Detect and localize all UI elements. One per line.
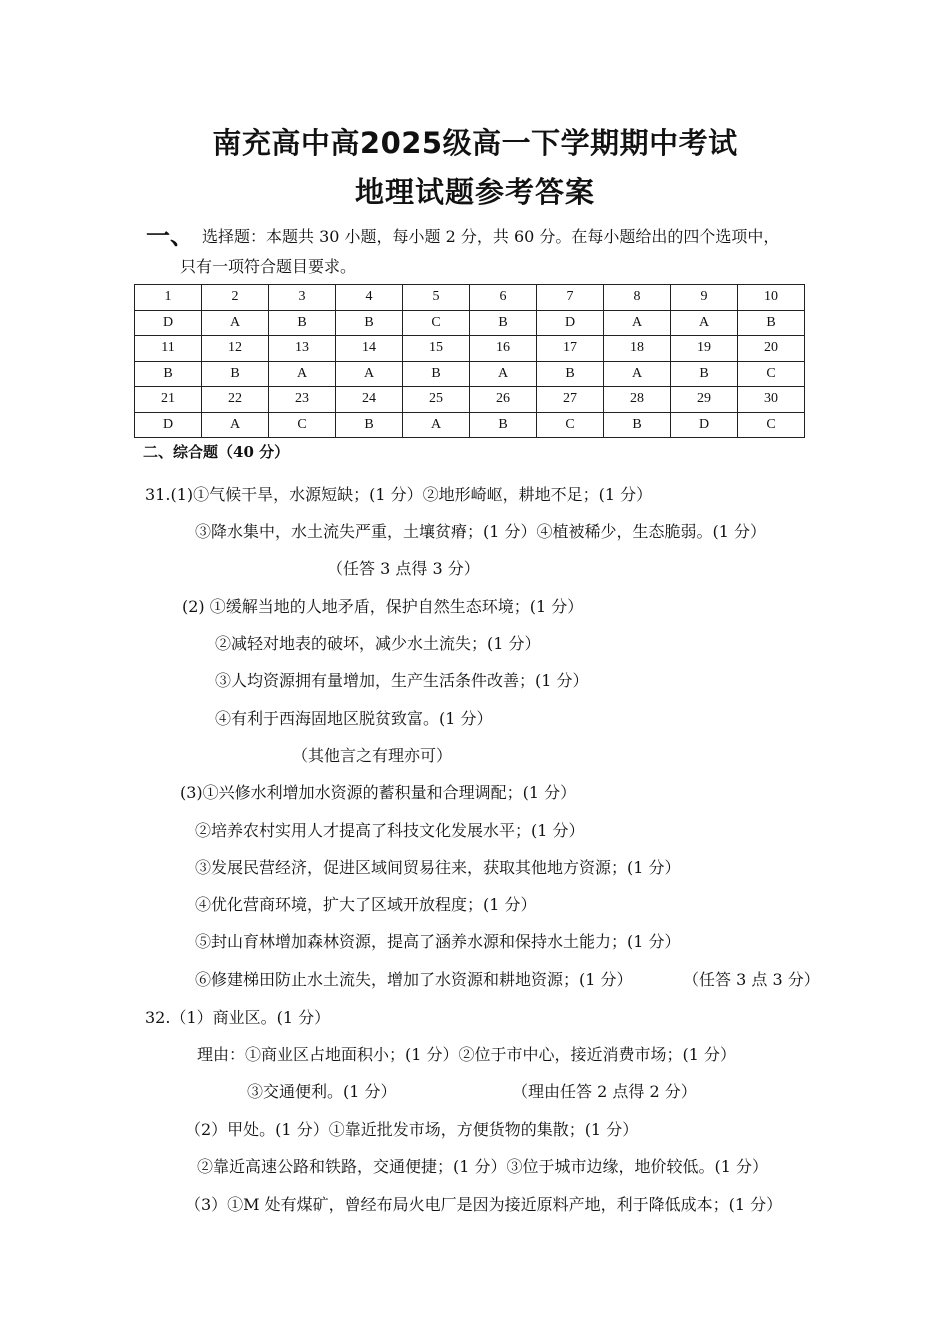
- answer-cell: B: [671, 361, 738, 387]
- q32-part1-line1: 32.（1）商业区。(1 分）: [145, 1008, 331, 1027]
- answer-table-row: [135, 285, 805, 311]
- question-number-cell: 19: [671, 336, 738, 362]
- question-number-cell: 20: [738, 336, 805, 362]
- q31-part2-line4: ④有利于西海固地区脱贫致富。(1 分）: [215, 709, 493, 728]
- q32-part1-line2: 理由：①商业区占地面积小；(1 分）②位于市中心，接近消费市场；(1 分）: [197, 1045, 737, 1064]
- q31-part3-line5: ⑤封山育林增加森林资源，提高了涵养水源和保持水土能力；(1 分）: [195, 932, 681, 951]
- answer-cell: A: [604, 361, 671, 387]
- question-number-cell: 7: [537, 285, 604, 311]
- q32-part1-note: （理由任答 2 点得 2 分）: [512, 1082, 697, 1101]
- answer-cell: B: [336, 412, 403, 438]
- answer-cell: D: [135, 310, 202, 336]
- document-subtitle: 地理试题参考答案: [354, 175, 595, 209]
- answer-cell: B: [738, 310, 805, 336]
- question-number-cell: 3: [269, 285, 336, 311]
- question-number-cell: 12: [202, 336, 269, 362]
- answer-cell: B: [537, 361, 604, 387]
- q31-part2-line1: (2) ①缓解当地的人地矛盾，保护自然生态环境；(1 分）: [182, 597, 584, 616]
- answer-cell: B: [604, 412, 671, 438]
- section1-instructions: 选择题：本题共 30 小题，每小题 2 分，共 60 分。在每小题给出的四个选项中，: [202, 227, 780, 246]
- answer-cell: D: [135, 412, 202, 438]
- answer-table-row: [135, 387, 805, 413]
- question-number-cell: 30: [738, 387, 805, 413]
- q31-part3-line6: ⑥修建梯田防止水土流失，增加了水资源和耕地资源；(1 分）: [195, 970, 633, 989]
- q31-part2-note: （其他言之有理亦可）: [292, 746, 453, 765]
- answer-cell: A: [604, 310, 671, 336]
- question-number-cell: 10: [738, 285, 805, 311]
- answer-cell: A: [202, 412, 269, 438]
- answer-cell: D: [671, 412, 738, 438]
- q31-part3-line4: ④优化营商环境，扩大了区域开放程度；(1 分）: [195, 895, 537, 914]
- q31-part3-note: （任答 3 点 3 分）: [683, 970, 820, 989]
- answer-cell: B: [470, 412, 537, 438]
- question-number-cell: 1: [135, 285, 202, 311]
- question-number-cell: 21: [135, 387, 202, 413]
- answer-cell: A: [470, 361, 537, 387]
- answer-cell: A: [336, 361, 403, 387]
- q31-part1-line1: 31.(1)①气候干旱，水源短缺；(1 分）②地形崎岖，耕地不足；(1 分）: [145, 485, 653, 504]
- question-number-cell: 23: [269, 387, 336, 413]
- question-number-cell: 22: [202, 387, 269, 413]
- answer-cell: B: [470, 310, 537, 336]
- question-number-cell: 13: [269, 336, 336, 362]
- answer-table-row: [135, 361, 805, 387]
- q31-part3-line1: (3)①兴修水利增加水资源的蓄积量和合理调配；(1 分）: [180, 783, 577, 802]
- question-number-cell: 28: [604, 387, 671, 413]
- answer-cell: C: [738, 361, 805, 387]
- q31-part1-note: （任答 3 点得 3 分）: [327, 559, 480, 578]
- question-number-cell: 6: [470, 285, 537, 311]
- question-number-cell: 14: [336, 336, 403, 362]
- answer-cell: C: [738, 412, 805, 438]
- section1-instructions-cont: 只有一项符合题目要求。: [180, 257, 357, 276]
- q32-part2-line2: ②靠近高速公路和铁路，交通便捷；(1 分）③位于城市边缘，地价较低。(1 分）: [197, 1157, 769, 1176]
- question-number-cell: 4: [336, 285, 403, 311]
- answer-table-row: [135, 412, 805, 438]
- question-number-cell: 18: [604, 336, 671, 362]
- q32-part2-line1: （2）甲处。(1 分）①靠近批发市场，方便货物的集散；(1 分）: [185, 1120, 639, 1139]
- question-number-cell: 27: [537, 387, 604, 413]
- q31-part3-line2: ②培养农村实用人才提高了科技文化发展水平；(1 分）: [195, 821, 585, 840]
- q31-part3-line3: ③发展民营经济，促进区域间贸易往来，获取其他地方资源；(1 分）: [195, 858, 681, 877]
- answer-cell: A: [403, 412, 470, 438]
- question-number-cell: 9: [671, 285, 738, 311]
- answer-cell: B: [202, 361, 269, 387]
- q31-part2-line3: ③人均资源拥有量增加，生产生活条件改善；(1 分）: [215, 671, 589, 690]
- answer-cell: A: [202, 310, 269, 336]
- q31-part2-line2: ②减轻对地表的破坏，减少水土流失；(1 分）: [215, 634, 541, 653]
- answer-cell: A: [269, 361, 336, 387]
- answer-cell: C: [403, 310, 470, 336]
- section1-number: 一、: [146, 221, 194, 250]
- section2-heading: 二、综合题（40 分）: [143, 443, 290, 461]
- answer-cell: C: [269, 412, 336, 438]
- question-number-cell: 25: [403, 387, 470, 413]
- answer-table-row: [135, 310, 805, 336]
- question-number-cell: 29: [671, 387, 738, 413]
- answer-cell: B: [403, 361, 470, 387]
- question-number-cell: 15: [403, 336, 470, 362]
- q31-part1-line2: ③降水集中，水土流失严重，土壤贫瘠；(1 分）④植被稀少，生态脆弱。(1 分）: [195, 522, 767, 541]
- answer-cell: B: [336, 310, 403, 336]
- answer-cell: C: [537, 412, 604, 438]
- answer-cell: A: [671, 310, 738, 336]
- document-title: 南充高中高2025级高一下学期期中考试: [212, 126, 738, 160]
- question-number-cell: 24: [336, 387, 403, 413]
- q32-part3-line1: （3）①M 处有煤矿，曾经布局火电厂是因为接近原料产地，利于降低成本；(1 分）: [185, 1195, 783, 1214]
- answer-table-row: [135, 336, 805, 362]
- question-number-cell: 8: [604, 285, 671, 311]
- answer-cell: B: [135, 361, 202, 387]
- answer-table: [134, 284, 805, 438]
- answer-cell: D: [537, 310, 604, 336]
- question-number-cell: 2: [202, 285, 269, 311]
- q32-part1-line3: ③交通便利。(1 分）: [247, 1082, 397, 1101]
- question-number-cell: 17: [537, 336, 604, 362]
- question-number-cell: 11: [135, 336, 202, 362]
- answer-cell: B: [269, 310, 336, 336]
- question-number-cell: 5: [403, 285, 470, 311]
- question-number-cell: 16: [470, 336, 537, 362]
- question-number-cell: 26: [470, 387, 537, 413]
